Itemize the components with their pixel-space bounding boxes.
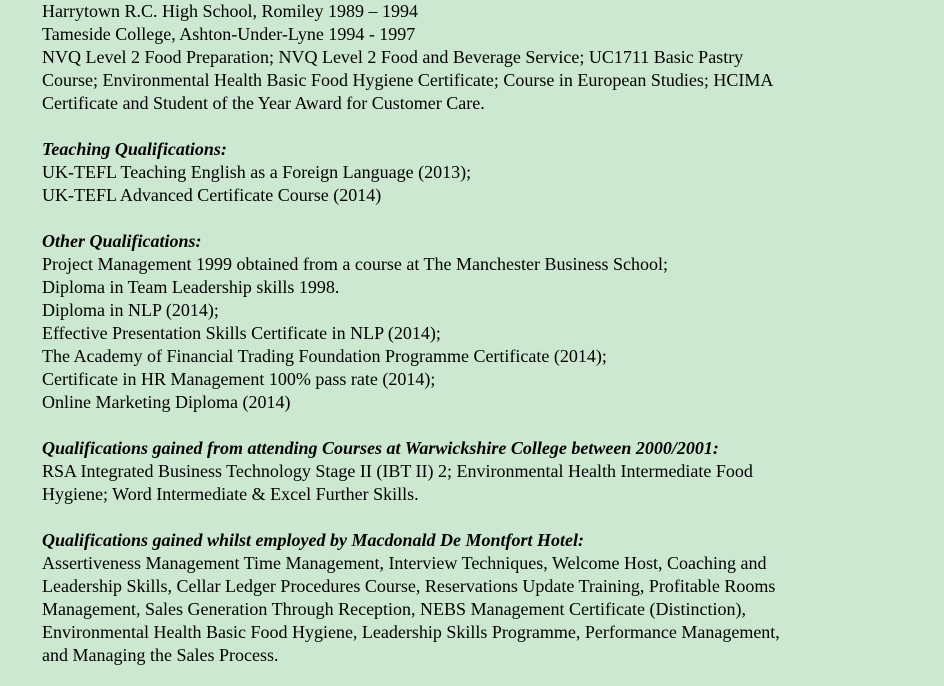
section-spacer [42,207,914,230]
other-qualification-line: Online Marketing Diploma (2014) [42,392,291,412]
macdonald-hotel-line: Management, Sales Generation Through Reception, NEBS Management Certificate (Distinction), [42,599,746,619]
section-spacer [42,506,914,529]
warwickshire-courses-heading: Qualifications gained from attending Courses at Warwickshire College between 2000/2001: [42,438,719,458]
education-line: Course; Environmental Health Basic Food Hygiene Certificate; Course in European Studies; HCIMA [42,70,774,90]
section-spacer [42,414,914,437]
other-qualification-line: The Academy of Financial Trading Foundation Programme Certificate (2014); [42,346,607,366]
macdonald-hotel-line: Leadership Skills, Cellar Ledger Procedures Course, Reservations Update Training, Profitable Rooms [42,576,776,596]
warwickshire-course-line: Hygiene; Word Intermediate & Excel Further Skills. [42,484,419,504]
macdonald-hotel-line: Assertiveness Management Time Management, Interview Techniques, Welcome Host, Coaching and [42,553,767,573]
macdonald-hotel-line: and Managing the Sales Process. [42,645,279,665]
education-line: Tameside College, Ashton-Under-Lyne 1994 - 1997 [42,24,416,44]
other-qualification-line: Certificate in HR Management 100% pass rate (2014); [42,369,436,389]
education-line: Certificate and Student of the Year Award for Customer Care. [42,93,485,113]
education-section [42,0,914,115]
other-qualification-line: Project Management 1999 obtained from a course at The Manchester Business School; [42,254,669,274]
other-qualification-line: Diploma in Team Leadership skills 1998. [42,277,340,297]
other-qualifications-section [42,230,914,414]
other-qualifications-heading: Other Qualifications: [42,231,202,251]
section-spacer [42,115,914,138]
teaching-qualification-line: UK-TEFL Advanced Certificate Course (2014) [42,185,382,205]
other-qualification-line: Diploma in NLP (2014); [42,300,219,320]
macdonald-hotel-heading: Qualifications gained whilst employed by Macdonald De Montfort Hotel: [42,530,584,550]
teaching-qualifications-heading: Teaching Qualifications: [42,139,227,159]
teaching-qualification-line: UK-TEFL Teaching English as a Foreign Language (2013); [42,162,472,182]
warwickshire-courses-section [42,437,914,506]
other-qualification-line: Effective Presentation Skills Certificate in NLP (2014); [42,323,441,343]
education-line: Harrytown R.C. High School, Romiley 1989 – 1994 [42,1,418,21]
macdonald-hotel-line: Environmental Health Basic Food Hygiene, Leadership Skills Programme, Performance Management, [42,622,780,642]
warwickshire-course-line: RSA Integrated Business Technology Stage II (IBT II) 2; Environmental Health Intermediate Food [42,461,753,481]
education-line: NVQ Level 2 Food Preparation; NVQ Level 2 Food and Beverage Service; UC1711 Basic Pastry [42,47,744,67]
teaching-qualifications-section [42,138,914,207]
macdonald-hotel-section [42,529,914,667]
